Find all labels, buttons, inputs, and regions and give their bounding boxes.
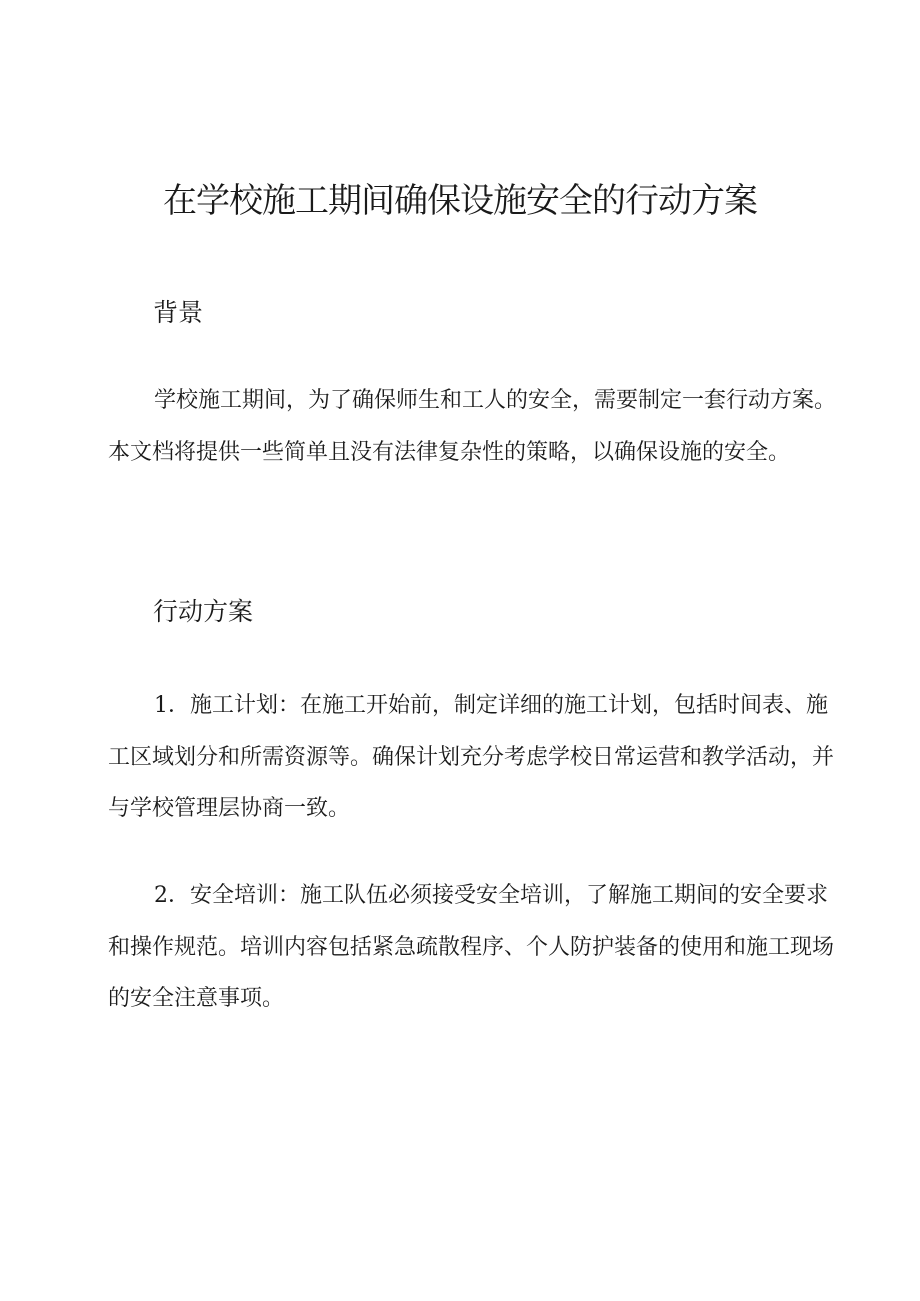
background-paragraph: 学校施工期间，为了确保师生和工人的安全，需要制定一套行动方案。本文档将提供一些简单且没有法律复杂性的策略，以确保设施的安全。 xyxy=(108,388,837,465)
action-item-construction-plan: 1．施工计划：在施工开始前，制定详细的施工计划，包括时间表、施工区域划分和所需资源等。确保计划充分考虑学校日常运营和教学活动，并与学校管理层协商一致。 xyxy=(108,693,835,821)
document-title: 在学校施工期间确保设施安全的行动方案 xyxy=(163,181,757,221)
section-heading-background: 背景 xyxy=(153,298,204,327)
section-heading-action-plan: 行动方案 xyxy=(153,597,254,626)
action-item-safety-training: 2．安全培训：施工队伍必须接受安全培训，了解施工期间的安全要求和操作规范。培训内容包括紧急疏散程序、个人防护装备的使用和施工现场的安全注意事项。 xyxy=(108,883,835,1011)
